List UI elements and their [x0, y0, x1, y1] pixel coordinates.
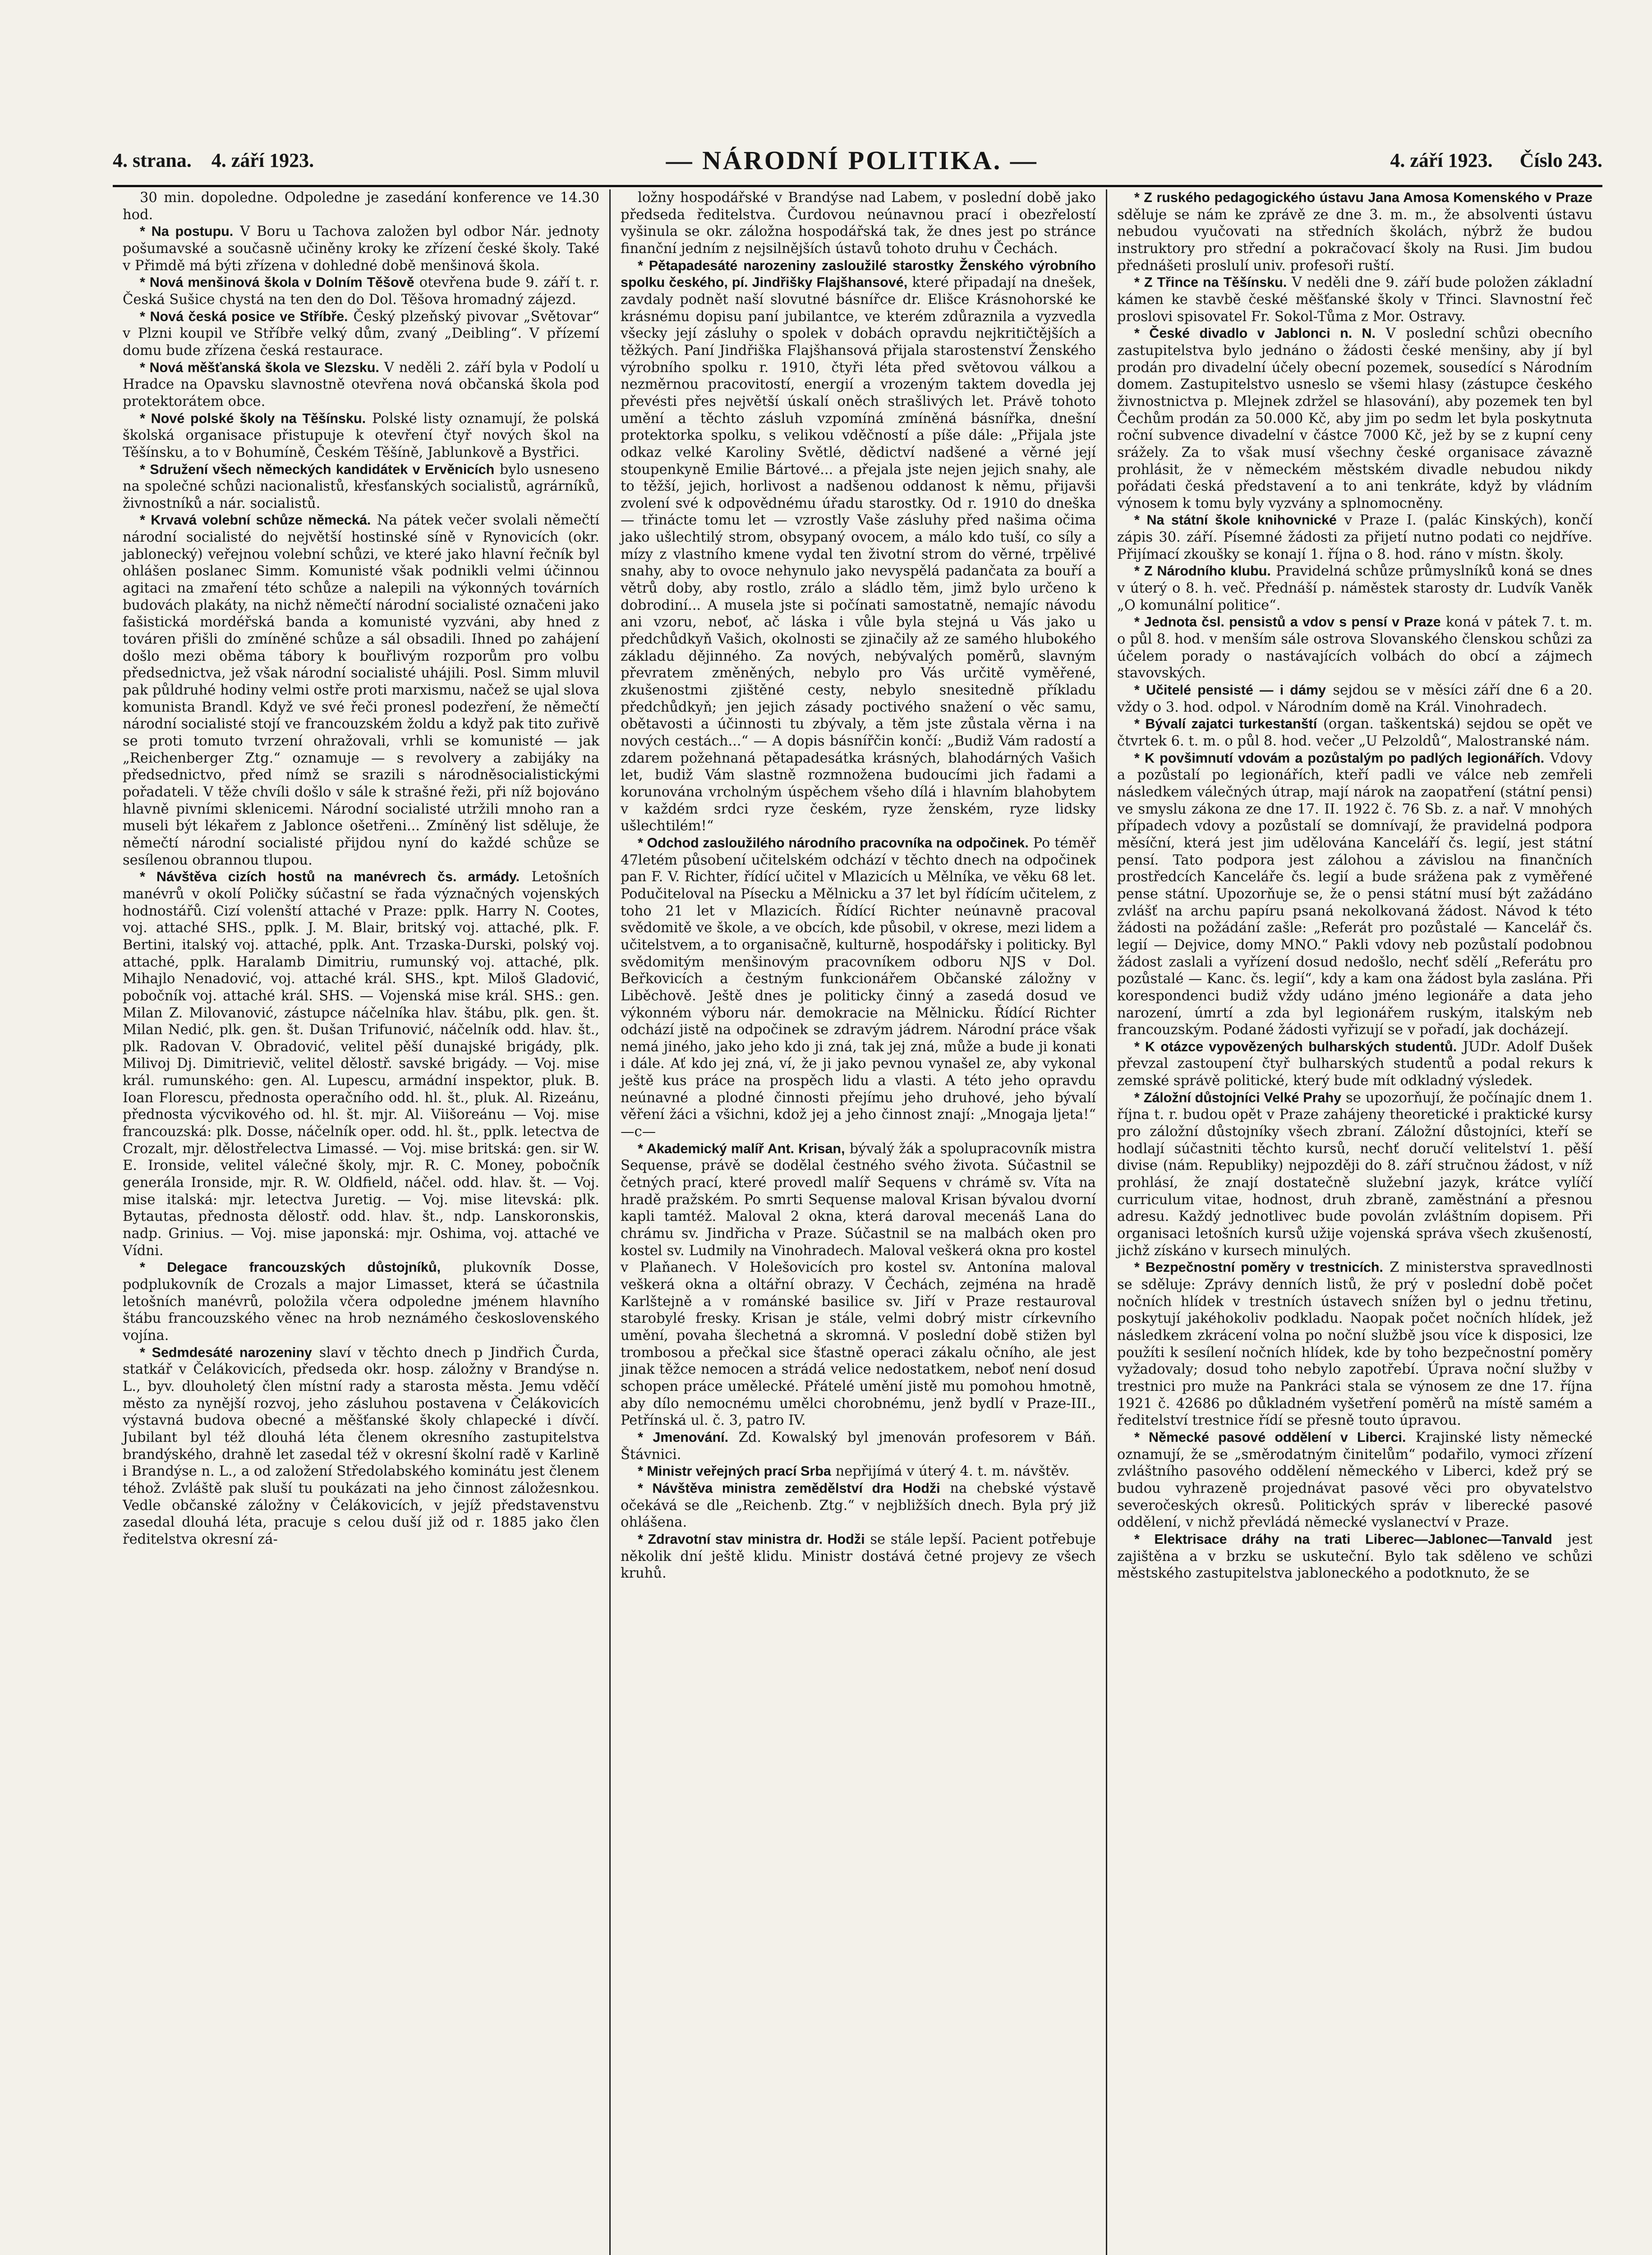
article-paragraph — [123, 1259, 599, 1344]
article-paragraph — [1117, 1531, 1592, 1582]
article-paragraph — [123, 512, 599, 869]
article-paragraph — [621, 189, 1096, 258]
article-headline: * Zdravotní stav ministra dr. Hodži — [638, 1531, 865, 1547]
column-2 — [609, 189, 1106, 2255]
header-date-left: 4. září 1923. — [211, 149, 314, 171]
article-text: na chebské výstavě očekává se dle „Reichenb. Ztg.“ v nejbližších dnech. Byla prý již ohlášena. — [621, 1480, 1096, 1531]
article-text: JUDr. Adolf Dušek převzal zastoupení čtyř bulharských studentů a podal rekurs k zemské správě politické, který bude mít odkladný výsledek. — [1117, 1039, 1592, 1089]
article-text: Krajinské listy německé oznamují, že se „směrodatným činitelům“ podařilo, vymoci zřízení zvláštního pasového oddělení německého v Liberci, kdež prý se budou vyhrazeně projednávat pasové věci pro obyvatelstvo severočeských okresů. Politických správ v liberecké pasové oddělení, v nichž převládá německé vyslanectví v Praze. — [1117, 1429, 1592, 1531]
article-text: ložny hospodářské v Brandýse nad Labem, v poslední době jako předseda ředitelstva. Čurdovou neúnavnou prací i obezřelostí vyšinula se okr. záložna hospodářská tak, že dnes jest po stránce finanční jedním z nejsilnějších ústavů tohoto druhu v Čechách. — [621, 190, 1096, 257]
article-text: slaví v těchto dnech p Jindřich Čurda, statkář v Čelákovicích, předseda okr. hosp. záložny v Brandýse n. L., byv. dlouholetý člen místní rady a starosta města. Jemu vděčí město za nynější rozvoj, jeho zásluhou postavena v Čelákovicích výstavná budova obecné a měšťanské školy chlapecké i dívčí. Jubilant byl též dlouhá léta členem okresního zastupitelstva brandýského, drahně let zasedal též v okresní školní radě v Karlině i Brandýse n. L., a od založení Středolabského kominátu jest členem téhož. Zvláště pak sluší tu poukázati na jeho činnost záložesnkou. Vedle občanské záložny v Čelákovicích, v jejíž představenstvu zasedal dlouhá léta, pracuje s celou duší již od r. 1885 jako člen ředitelstva okresní zá- — [123, 1344, 600, 1547]
article-text: bývalý žák a spolupracovník mistra Sequense, právě se dodělal čestného svého života. Súčastnil se četných prací, které provedl malíř Sequens v chrámě sv. Víta na hradě pražském. Po smrti Sequense maloval Krisan bývalou dvorní kapli tamtéž. Maloval 2 okna, která daroval mecenáš Lana do chrámu sv. Jindřicha v Praze. Súčastnil se na malbách oken pro kostel sv. Ludmily na Vinohradech. Maloval veškerá okna pro kostel v Plaňanech. V Holešovicích pro kostel sv. Antonína maloval veškerá okna a oltářní obrazy. V Čechách, zejména na hradě Karlštejně a v románské basilice sv. Jiří v Praze restauroval starobylé fresky. Krisan je stále, velmi dobrý mistr církevního umění, povaha šlechetná a skromná. V poslední době stižen byl trombosou a přečkal sice šťastně operaci zákalu očního, ale jest jinak těžce nemocen a strádá velice nedostatkem, neboť není dosud schopen práce umělecké. Přátelé umění jistě mu pomohou hmotně, aby dílo nemocnému umělci chorobnému, jenž bydlí v Praze-III., Petřínská ul. č. 3, patro IV. — [621, 1141, 1096, 1429]
article-paragraph — [621, 1141, 1096, 1429]
article-paragraph — [1117, 750, 1592, 1039]
article-headline: * České divadlo v Jablonci n. N. — [1134, 326, 1376, 341]
article-text: se upozorňují, že počínajíc dnem 1. října t. r. budou opět v Praze zahájeny theoretické i praktické kursy pro záložní důstojníky všech zbraní. Záložní důstojníci, kteří se hodlají súčastniti těchto kursů, nechť doručí velitelství 1. pěší divise (nám. Republiky) nejpozději do 8. září stručnou žádost, v níž prohlásí, že znají dostatečně služební jazyk, krátce vylíčí curriculum vitae, hodnost, druh zbraně, zaměstnání a přesnou adresu. Každý jednotlivec bude povolán zvláštním dopisem. Při organisaci letošních kursů užije vojenská správa všech zkušeností, jichž získáno v kursech minulých. — [1117, 1090, 1592, 1259]
article-text: Zd. Kowalský byl jmenován profesorem v Báň. Štávnici. — [621, 1429, 1096, 1463]
article-paragraph — [1117, 189, 1592, 274]
article-paragraph — [1117, 512, 1592, 563]
article-text: nepřijímá v úterý 4. t. m. návštěv. — [835, 1463, 1070, 1480]
article-text: 30 min. dopoledne. Odpoledne je zasedání konference ve 14.30 hod. — [123, 190, 599, 223]
article-headline: * Bezpečnostní poměry v trestnicích. — [1134, 1260, 1384, 1275]
article-headline: * Jednota čsl. pensistů a vdov s pensí v Praze — [1134, 614, 1441, 630]
column-3 — [1106, 189, 1602, 2255]
header-date-right: 4. září 1923. — [1390, 149, 1493, 171]
article-text: otevřena bude 9. září t. r. Česká Sušice chystá na ten den do Dol. Těšova hromadný zájezd. — [123, 275, 599, 308]
article-text: sděluje se nám ke zprávě ze dne 3. m. m., že absolventi ústavu nebudou vyučovati na středních školách, nýbrž že budou instruktory pro střední a pokračovací školy na Rusi. Jim budou přednášeti proslulí univ. profesoři ruští. — [1117, 207, 1592, 274]
article-text: Český plzeňský pivovar „Světovar“ v Plzni koupil ve Stříbře velký dům, zvaný „Deibling“. V přízemí domu bude zřízena česká restaurace. — [123, 308, 599, 359]
article-headline: * Učitelé pensisté — i dámy — [1134, 682, 1326, 698]
article-headline: * Návštěva cizích hostů na manévrech čs. armády. — [140, 869, 520, 885]
page-header — [113, 135, 1602, 187]
article-headline: * Nová měšťanská škola ve Slezsku. — [140, 359, 379, 375]
article-text: sejdou se v měsíci září dne 6 a 20. vždy o 3. hod. odpol. v Národním domě na Král. Vinohradech. — [1117, 682, 1593, 715]
article-paragraph — [123, 410, 599, 461]
newspaper-title: — NÁRODNÍ POLITIKA. — — [666, 145, 1038, 175]
article-headline: * K povšimnutí vdovám a pozůstalým po padlých legionářích. — [1134, 750, 1545, 766]
article-paragraph — [621, 1463, 1096, 1480]
article-paragraph — [1117, 274, 1592, 325]
article-paragraph — [123, 189, 599, 223]
article-text: V Boru u Tachova založen byl odbor Nár. jednoty pošumavské a současně učiněny kroky ke zřízení české školy. Také v Přimdě má býti zřízena v dohledné době menšinová škola. — [123, 224, 599, 274]
article-text: jest zajištěna a v brzku se uskuteční. Bylo tak sděleno ve schůzi městského zastupitelstva jabloneckého a podotknuto, že se — [1117, 1531, 1592, 1582]
article-headline: * Pětapadesáté narozeniny zasloužilé starostky Ženského výrobního spolku českého, pí. Jindřišky Flajšhansové, — [621, 258, 1096, 290]
article-headline: * Z Třince na Těšínsku. — [1134, 275, 1287, 290]
article-text: Pravidelná schůze průmyslníků koná se dnes v úterý o 8. h. več. Přednáší p. náměstek starosty dr. Ludvík Vaněk „O komunální politice“. — [1117, 563, 1592, 613]
article-text: Polské listy oznamují, že polská školská organisace přistupuje k otevření čtyř nových škol na Těšínsku, a to v Bohumíně, Českém Těšíně, Jablunkově a Bystřici. — [123, 410, 599, 460]
article-paragraph — [1117, 1090, 1592, 1260]
article-text: plukovník Dosse, podplukovník de Crozals a major Limasset, která se účastnila letošních manévrů, položila včera odpoledne jménem hlavního štábu francouzského věnec na hrob neznámého československého vojína. — [123, 1260, 600, 1344]
header-right — [1390, 149, 1602, 172]
article-headline: * Sdružení všech německých kandidátek v Ervěnicích — [140, 461, 495, 477]
article-paragraph — [123, 308, 599, 359]
article-paragraph — [1117, 716, 1592, 750]
article-headline: * Z Národního klubu. — [1134, 563, 1271, 579]
article-headline: * Sedmdesáté narozeniny — [140, 1344, 312, 1360]
article-headline: * Delegace francouzských důstojníků, — [140, 1260, 441, 1275]
article-text: Vdovy a pozůstalí po legionářích, kteří padli ve válce neb zemřeli následkem válečných útrap, mají nárok na zaopatření (státní pensi) ve smyslu zákona ze dne 17. II. 1922 č. 76 Sb. z. a nař. V mnohých případech vdovy a pozůstalí se domnívají, že pravidelná podpora měsíční, která jest jim udělována Kanceláří čs. legií, jest státní pensí. Tato podpora jest zálohou a závislou na finančních prostředcích Kanceláře čs. legií a bude srážena pak z vyměřené pense státní. Upozorňuje se, že o pensi státní musí být zažádáno zvlášť na archu papíru psaná nekolkovaná žádost. Návod k této žádosti na požádání zašle: „Referát pro pozůstalé — Kancelář čs. legií — Dejvice, domy MNO.“ Pakli vdovy neb pozůstalí podobnou žádost zaslali a vyřízení dosud nedošlo, nechť sdělí „Referátu pro pozůstalé — Kanc. čs. legií“, kdy a kam ona žádost byla zaslána. Při korespondenci budiž vždy udáno jméno legionáře a data jeho narození, úmrtí a zda byl legionářem ruským, italským neb francouzským. Podané žádosti vyřizují se v pořadí, jak docházejí. — [1117, 750, 1593, 1038]
article-text: se stále lepší. Pacient potřebuje několik dní ještě klidu. Ministr dostává četné projevy ze všech kruhů. — [621, 1531, 1096, 1582]
article-paragraph — [621, 835, 1096, 1141]
article-paragraph — [1117, 1259, 1592, 1429]
article-headline: * Německé pasové oddělení v Liberci. — [1134, 1429, 1406, 1445]
article-text: Na pátek večer svolali němečtí národní socialisté do největší hostinské síně v Rynovicích (okr. jablonecký) veřejnou volební schůzi, ve které jako hlavní řečník byl ohlášen poslanec Simm. Komunisté však podnikli velmi účinnou agitaci na zmaření této schůze a nalepili na výkonných továrních budovách plakáty, na nichž němečtí národní socialisté označeni jako fašistická mordéřská banda a komunisté vyzváni, aby hned z továren přišli do zmíněné schůze a sál obsadili. Ihned po zahájení došlo mezi oběma tábory k bouřlivým rozporům pro volbu předsednictva, jež však národní socialisté uhájili. Posl. Simm mluvil pak půldruhé hodiny velmi ostře proti marxismu, načež se ujal slova komunista Brandl. Když ve své řeči pronesl podezření, že němečtí národní socialisté stojí ve francouzském žoldu a když pak tito zuřivě se proti tomuto tvrzení ohražovali, vrhli se komunisté — jak „Reichenberger Ztg.“ oznamuje — s revolvery a zabijáky na předsednictvo, před nímž se srazili s národněsocialistickými pořadateli. V těže chvíli došlo v sále k strašné řeži, při níž bojováno hlavně pivními sklenicemi. Národní socialisté utržili mnoho ran a museli být lékařem z Jablonce ošetřeni... Zmíněný list sděluje, že němečtí národní socialisté přijdou nyní do každé schůze se sesílenou obrannou tlupou. — [123, 512, 599, 868]
article-headline: * Záložní důstojníci Velké Prahy — [1134, 1090, 1342, 1105]
article-text: V neděli dne 9. září bude položen základní kámen ke stavbě české měšťanské školy v Třinci. Slavnostní řeč proslovi spisovatel Fr. Sokol-Tůma z Mor. Ostravy. — [1117, 275, 1592, 325]
text-columns — [113, 189, 1602, 2255]
article-paragraph — [621, 1480, 1096, 1531]
article-text: (organ. taškentská) sejdou se opět ve čtvrtek 6. t. m. o půl 8. hod. večer „U Pelzoldů“, Malostranské nám. — [1117, 716, 1592, 749]
article-paragraph — [621, 1429, 1096, 1463]
article-headline: * Návštěva ministra zemědělství dra Hodži — [638, 1480, 940, 1496]
article-text: V neděli 2. září byla v Podolí u Hradce na Opavsku slavnostně otevřena nová občanská škola pod protektorátem obce. — [123, 359, 600, 410]
article-text: Po téměř 47letém působení učitelském odchází v těchto dnech na odpočinek pan F. V. Richter, řídící učitel v Mlazicích u Mělníka, ve věku 68 let. Podučiteloval na Písecku a Mělnicku a 37 let byl řídícím učitelem, z toho 21 let v Mlazicích. Řídící Richter neúnavně pracoval svědomitě ve škole, a ve obcích, kde působil, v okrese, mezi lidem a učitelstvem, a to organisačně, kulturně, hospodářsky i politicky. Byl svědomitým menšinovým pracovníkem odboru NJS v Dol. Beřkovicích a čestným funkcionářem Občanské záložny v Liběchově. Ještě dnes je politicky činný a zasedá dosud ve výkonném výboru nár. demokracie na Mělnicku. Řídící Richter odchází jistě na odpočinek se zdravým jádrem. Národní práce však nemá jiného, jako jeho kdo ji zná, tak jej zná, může a bude ji konati i dále. Ať kdo jej zná, ví, že ji jako pevnou vynašel ze, aby vykonal ještě kus práce na prospěch lidu a vlasti. A této jeho opravdu neúnavné a plodné činnosti přejímu jeho druhové, jeho bývalí věření žáci a všichni, kdož jej a jeho činnost znají: „Mnogaja ljeta!“ —c— — [621, 835, 1096, 1140]
article-headline: * Nová menšinová škola v Dolním Těšově — [140, 275, 414, 290]
article-text: V poslední schůzi obecního zastupitelstva bylo jednáno o žádosti české menšiny, aby jí byl prodán pro divadelní účely obecní pozemek, sousedící s Národním domem. Zastupitelstvo usneslo se všemi hlasy (zástupce českého živnostnictva p. Mlejnek zdržel se hlasování), aby pozemek ten byl Čechům prodán za 50.000 Kč, aby jim po sedm let byla poskytnuta roční subvence divadelní v částce 7000 Kč, jež by se z kupní ceny srážely. Za to však musí všechny české organisace závazně prohlásit, že v německém městském divadle nebudou nikdy pořádati česká představení a to ani tenkráte, když by vládním výnosem k tomu byly vyzvány a splnomocněny. — [1117, 326, 1592, 511]
header-left — [113, 149, 314, 172]
article-headline: * Ministr veřejných prací Srba — [638, 1463, 831, 1479]
article-headline: * Bývalí zajatci turkestanští — [1134, 716, 1317, 732]
article-text: bylo usneseno na společné schůzi nacionalistů, křesťanských socialistů, agrárníků, živnostníků a nár. socialistů. — [123, 461, 599, 511]
article-paragraph — [123, 869, 599, 1259]
article-headline: * Krvavá volební schůze německá. — [140, 512, 371, 528]
article-headline: * Elektrisace dráhy na trati Liberec—Jablonec—Tanvald — [1134, 1531, 1552, 1547]
article-headline: * Odchod zasloužilého národního pracovníka na odpočinek. — [638, 835, 1029, 851]
article-headline: * Na státní škole knihovnické — [1134, 512, 1337, 528]
article-text: koná v pátek 7. t. m. o půl 8. hod. v menším sále ostrova Slovanského členskou schůzi za účelem porady o nastávajících volbách do obcí a zájmech stavovských. — [1117, 614, 1592, 681]
article-paragraph — [1117, 682, 1592, 716]
article-paragraph — [123, 274, 599, 308]
article-paragraph — [1117, 325, 1592, 512]
article-paragraph — [1117, 1039, 1592, 1090]
article-text: v Praze I. (palác Kinských), končí zápis 30. září. Písemné žádosti za přijetí nutno podati co nejdříve. Přijímací zkoušky se konají 1. října o 8. hod. ráno v místn. školy. — [1117, 512, 1592, 562]
article-paragraph — [123, 223, 599, 274]
article-text: Letošních manévrů v okolí Poličky súčastní se řada význačných vojenských hodnostářů. Cizí volenští attaché v Praze: pplk. Harry N. Cootes, voj. attaché SHS., pplk. J. M. Blair, britský voj. attaché, plk. F. Bertini, italský voj. attaché, pplk. Ant. Trzaska-Durski, polský voj. attaché, pplk. Haralamb Dimitriu, rumunský voj. attaché, plk. Mihajlo Nenadović, voj. attaché král. SHS., kpt. Miloš Gladović, pobočník voj. attaché král. SHS. — Vojenská mise král. SHS.: gen. Milan Z. Milovanović, zástupce náčelníka hlav. štábu, plk. gen. št. Milan Nedić, plk. gen. št. Dušan Trifunović, náčelník odd. hlav. št., plk. Radovan V. Obradović, velitel pěší dunajské brigády, plk. Milivoj Dj. Dimitrievič, velitel dělostř. savské brigády. — Voj. mise král. rumunského: gen. Al. Lupescu, armádní inspektor, pluk. B. Ioan Florescu, přednosta operačního odd. hl. št., pluk. Al. Rizeánu, přednosta výcvikového od. hl. št. mjr. Al. Viišoreánu — Voj. mise francouzská: plk. Dosse, náčelník oper. odd. hl. št., pplk. letectva de Crozalt, mjr. dělostřelectva Limassé. — Voj. mise britská: gen. sir W. E. Ironside, velitel válečné školy, mjr. R. C. Money, pobočník generála Ironside, mjr. R. W. Oldfield, náčel. odd. hlav. št. — Voj. mise italská: mjr. letectva Juretig. — Voj. mise litevská: plk. Bytautas, přednosta dělostř. odd. hlav. št., ndp. Lanskoronskis, nadp. Grinius. — Voj. mise japonská: mjr. Oshima, voj. attaché ve Vídni. — [123, 869, 599, 1259]
column-1 — [113, 189, 609, 2255]
issue-number: Číslo 243. — [1519, 149, 1602, 171]
article-headline: * Na postupu. — [140, 224, 234, 239]
article-headline: * Nová česká posice ve Stříbře. — [140, 308, 348, 324]
article-headline: * Akademický malíř Ant. Krisan, — [638, 1141, 845, 1156]
article-text: Z ministerstva spravedlnosti se sděluje: Zprávy denních listů, že prý v poslední době počet nočních hlídek v trestních ústavech snížen byl o jednu třetinu, poskytují jakéhokoliv podkladu. Naopak počet nočních hlídek, jež následkem zkrácení volna po noční službě jsou více k disposici, lze použíti k sesílení nočních hlídek, kde by toho bezpečnostní poměry vyžadovaly; dosud toho nebylo zapotřebí. Úprava noční služby v trestnici pro muže na Pankráci stala se výnosem ze dne 17. října 1921 č. 42686 po důkladném vyšetření poměrů na místě samém a ředitelství trestnice řídí se přesně touto úpravou. — [1117, 1260, 1592, 1429]
article-paragraph — [1117, 563, 1592, 614]
article-paragraph — [621, 1531, 1096, 1582]
article-headline: * Jmenování. — [638, 1429, 729, 1445]
article-headline: * Z ruského pedagogického ústavu Jana Amosa Komenského v Praze — [1134, 190, 1592, 205]
article-paragraph — [123, 461, 599, 512]
article-paragraph — [1117, 614, 1592, 682]
article-paragraph — [1117, 1429, 1592, 1531]
page-number: 4. strana. — [113, 149, 192, 171]
article-headline: * K otázce vypovězených bulharských studentů. — [1134, 1039, 1457, 1054]
article-text: které připadají na dnešek, zavdaly podnět naší slovutné básnířce dr. Elišce Krásnohorské ke krásnému dopisu paní jubilantce, ve kterém zdůraznila a vyzvedla všecky její zásluhy o spolek v dobách opravdu nejkritičtějších a těžkých. Paní Jindřiška Flajšhansová přijala starostenství Ženského výrobního spolku r. 1910, čtyři léta před světovou válkou a nezměrnou pracovitostí, energií a vrozeným taktem dovedla jej převésti přes největší úskalí oněch strašlivých let. Právě tohoto umění a těchto zásluh vzpomíná zmíněná básnířka, dnešní protektorka spolku, s velikou vděčností a píše dále: „Přijala jste odkaz velké Karoliny Světlé, dědictví nadšené a věrné její stoupenkyně Emilie Bártové... a přejala jste nejen jejich snahy, ale to těžší, jejich, horlivost a nadšenou oddanost k němu, přijavši zvolení své k odpovědnému úřadu starostky. Od r. 1910 do dneška — třinácte tomu let — vzrostly Vaše zásluhy před našima očima jako ušlechtilý strom, obsypaný ovocem, a málo kdo tuší, co síly a mízy z vlastního kmene vydal ten životní strom do věrné, trpělivé snahy, aby to ovoce nehynulo jako nevyspělá padančata za bouří a větrů doby, aby rostlo, zrálo a sládlo těm, jimž bylo určeno k dobrodiní... A musela jste si počínati samostatně, nemajíc návodu ani vzoru, neboť, ač láska i vůle byla stejná u Vás jako u předchůdkyň Vašich, okolnosti se zjinačily až ze samého hlubokého základu dějinného. Za nových, nebývalých poměrů, slavným převratem změněných, nebylo pro Vás určitě vyměřené, zkušenostmi zjištěné cesty, nebylo snesitedně příkladu předchůdkyň; jen jejich zásady poctivého snažení o věc samu, obětavosti a účinnosti tu zbývaly, a těm jste zůstala věrna i na nových cestách...“ — A dopis básnířčin končí: „Budiž Vám radostí a zdarem požehnaná pětapadesátka krásných, blahodárných Vašich let, budiž Vám slastně rozmnožena budoucími jich řadami a korunována vrcholným úspěchem všeho dílá i hlavním blahobytem v každém srdci ryze českém, ryze ženském, ryze lidsky ušlechtilém!“ — [621, 275, 1096, 834]
article-paragraph — [123, 1344, 599, 1548]
article-paragraph — [621, 258, 1096, 835]
article-headline: * Nové polské školy na Těšínsku. — [140, 410, 366, 426]
article-paragraph — [123, 359, 599, 410]
